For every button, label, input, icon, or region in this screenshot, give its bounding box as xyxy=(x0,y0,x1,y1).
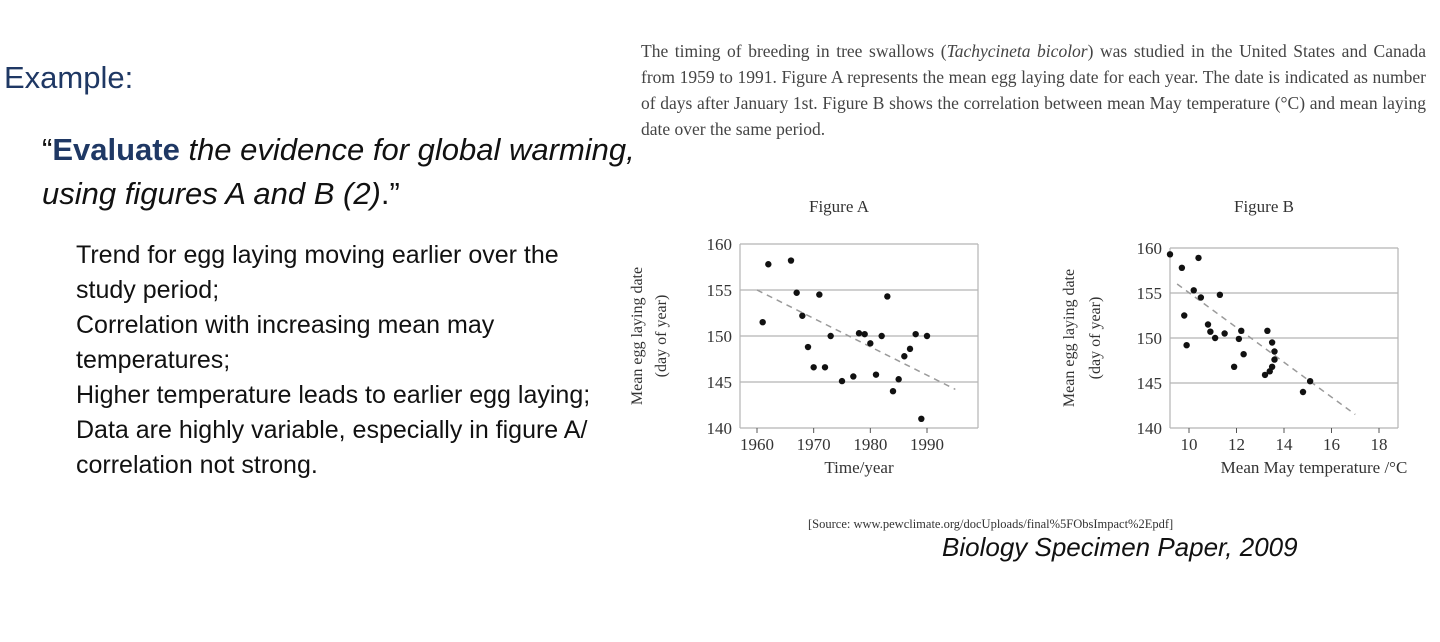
fig-a-data-point xyxy=(901,353,907,359)
fig-b-data-point xyxy=(1212,335,1218,341)
fig-b-data-point xyxy=(1271,356,1277,362)
fig-b-data-point xyxy=(1195,255,1201,261)
fig-b-data-point xyxy=(1231,364,1237,370)
fig-b-data-point xyxy=(1181,312,1187,318)
fig-a-data-point xyxy=(924,333,930,339)
fig-a-xtick-label: 1970 xyxy=(796,435,831,454)
fig-a-data-point xyxy=(912,331,918,337)
fig-a-data-point xyxy=(878,333,884,339)
fig-a-xtick-label: 1990 xyxy=(910,435,944,454)
fig-b-y-axis-label-units: (day of year) xyxy=(1087,296,1104,380)
fig-a-ytick-label: 155 xyxy=(706,281,732,300)
fig-b-ytick-label: 160 xyxy=(1136,239,1162,258)
study-description xyxy=(641,38,1426,142)
fig-a-ytick-label: 160 xyxy=(706,235,732,254)
fig-b-data-point xyxy=(1179,265,1185,271)
fig-b-data-point xyxy=(1183,342,1189,348)
fig-a-data-point xyxy=(799,313,805,319)
study-text-rest: ) was studied in the United States and Canada from 1959 to 1991. Figure A represents the mean egg laying date for each year. The date is indicated as number of days after January 1st. Figure B shows the correlation between mean May temperature (°C) and mean laying date over the same period. xyxy=(641,41,1427,139)
fig-b-data-point xyxy=(1238,328,1244,334)
question-text: the evidence for global warming, using figures A and B (2) xyxy=(42,132,635,211)
figure-b-chart xyxy=(1050,186,1430,486)
answer-list xyxy=(76,238,616,483)
example-heading: Example: xyxy=(4,60,134,95)
answer-point: Higher temperature leads to earlier egg laying; xyxy=(76,381,591,409)
fig-a-data-point xyxy=(856,330,862,336)
paper-attribution: Biology Specimen Paper, 2009 xyxy=(942,532,1298,562)
fig-a-data-point xyxy=(850,373,856,379)
fig-b-data-point xyxy=(1198,294,1204,300)
fig-b-data-point xyxy=(1236,336,1242,342)
fig-b-trend-line xyxy=(1177,284,1355,415)
fig-a-x-axis-label: Time/year xyxy=(824,458,894,477)
question-quote xyxy=(42,128,642,216)
quote-close-mark: .” xyxy=(380,176,400,211)
fig-a-data-point xyxy=(907,346,913,352)
fig-a-data-point xyxy=(873,371,879,377)
fig-b-ytick-label: 155 xyxy=(1136,284,1162,303)
fig-b-data-point xyxy=(1217,292,1223,298)
fig-b-ytick-label: 140 xyxy=(1136,419,1162,438)
fig-a-data-point xyxy=(861,331,867,337)
fig-b-data-point xyxy=(1191,287,1197,293)
fig-a-data-point xyxy=(805,344,811,350)
fig-a-data-point xyxy=(793,290,799,296)
study-text-start: The timing of breeding in tree swallows ( xyxy=(641,41,947,61)
fig-a-ytick-label: 150 xyxy=(706,327,732,346)
fig-b-data-point xyxy=(1300,389,1306,395)
fig-a-data-point xyxy=(765,261,771,267)
fig-a-data-point xyxy=(918,416,924,422)
quote-open-mark: “ xyxy=(42,132,53,167)
fig-b-ytick-label: 145 xyxy=(1136,374,1162,393)
fig-b-data-point xyxy=(1240,351,1246,357)
fig-b-data-point xyxy=(1269,339,1275,345)
fig-b-xtick-label: 10 xyxy=(1180,435,1198,454)
answer-point: Trend for egg laying moving earlier over the study period; xyxy=(76,241,559,304)
answer-point: Correlation with increasing mean may temperatures; xyxy=(76,311,495,374)
fig-a-trend-line xyxy=(757,290,955,389)
fig-b-data-point xyxy=(1205,321,1211,327)
fig-b-y-axis-label: Mean egg laying date xyxy=(1061,268,1078,408)
fig-a-data-point xyxy=(759,319,765,325)
fig-b-data-point xyxy=(1207,329,1213,335)
fig-a-data-point xyxy=(788,257,794,263)
command-term: Evaluate xyxy=(52,132,180,167)
fig-b-title: Figure B xyxy=(1234,197,1294,216)
fig-a-y-axis-label-units: (day of year) xyxy=(653,294,670,378)
fig-a-data-point xyxy=(827,333,833,339)
answer-point: Data are highly variable, especially in figure A/ correlation not strong. xyxy=(76,416,588,479)
fig-b-ytick-label: 150 xyxy=(1136,329,1162,348)
fig-a-data-point xyxy=(884,293,890,299)
fig-b-data-point xyxy=(1307,378,1313,384)
fig-b-data-point xyxy=(1167,251,1173,257)
fig-a-data-point xyxy=(890,388,896,394)
fig-a-data-point xyxy=(810,364,816,370)
fig-a-ytick-label: 140 xyxy=(706,419,732,438)
fig-b-xtick-label: 16 xyxy=(1323,435,1340,454)
fig-b-data-point xyxy=(1264,328,1270,334)
fig-a-data-point xyxy=(867,340,873,346)
fig-a-data-point xyxy=(816,291,822,297)
fig-b-xtick-label: 14 xyxy=(1275,435,1293,454)
fig-b-x-axis-label: Mean May temperature /°C xyxy=(1220,458,1408,477)
source-citation: [Source: www.pewclimate.org/docUploads/final%5FObsImpact%2Epdf] xyxy=(808,517,1174,531)
fig-a-xtick-label: 1960 xyxy=(740,435,774,454)
fig-b-data-point xyxy=(1221,330,1227,336)
fig-b-data-point xyxy=(1269,364,1275,370)
fig-b-xtick-label: 18 xyxy=(1370,435,1388,454)
fig-b-data-point xyxy=(1271,348,1277,354)
species-name: Tachycineta bicolor xyxy=(946,41,1088,61)
fig-a-data-point xyxy=(822,364,828,370)
fig-a-data-point xyxy=(839,378,845,384)
fig-a-ytick-label: 145 xyxy=(706,373,732,392)
fig-b-xtick-label: 12 xyxy=(1228,435,1245,454)
figure-a-chart xyxy=(620,186,1000,486)
fig-a-xtick-label: 1980 xyxy=(853,435,888,454)
fig-a-data-point xyxy=(895,376,901,382)
fig-a-title: Figure A xyxy=(809,197,869,216)
fig-a-y-axis-label: Mean egg laying date xyxy=(629,266,646,406)
